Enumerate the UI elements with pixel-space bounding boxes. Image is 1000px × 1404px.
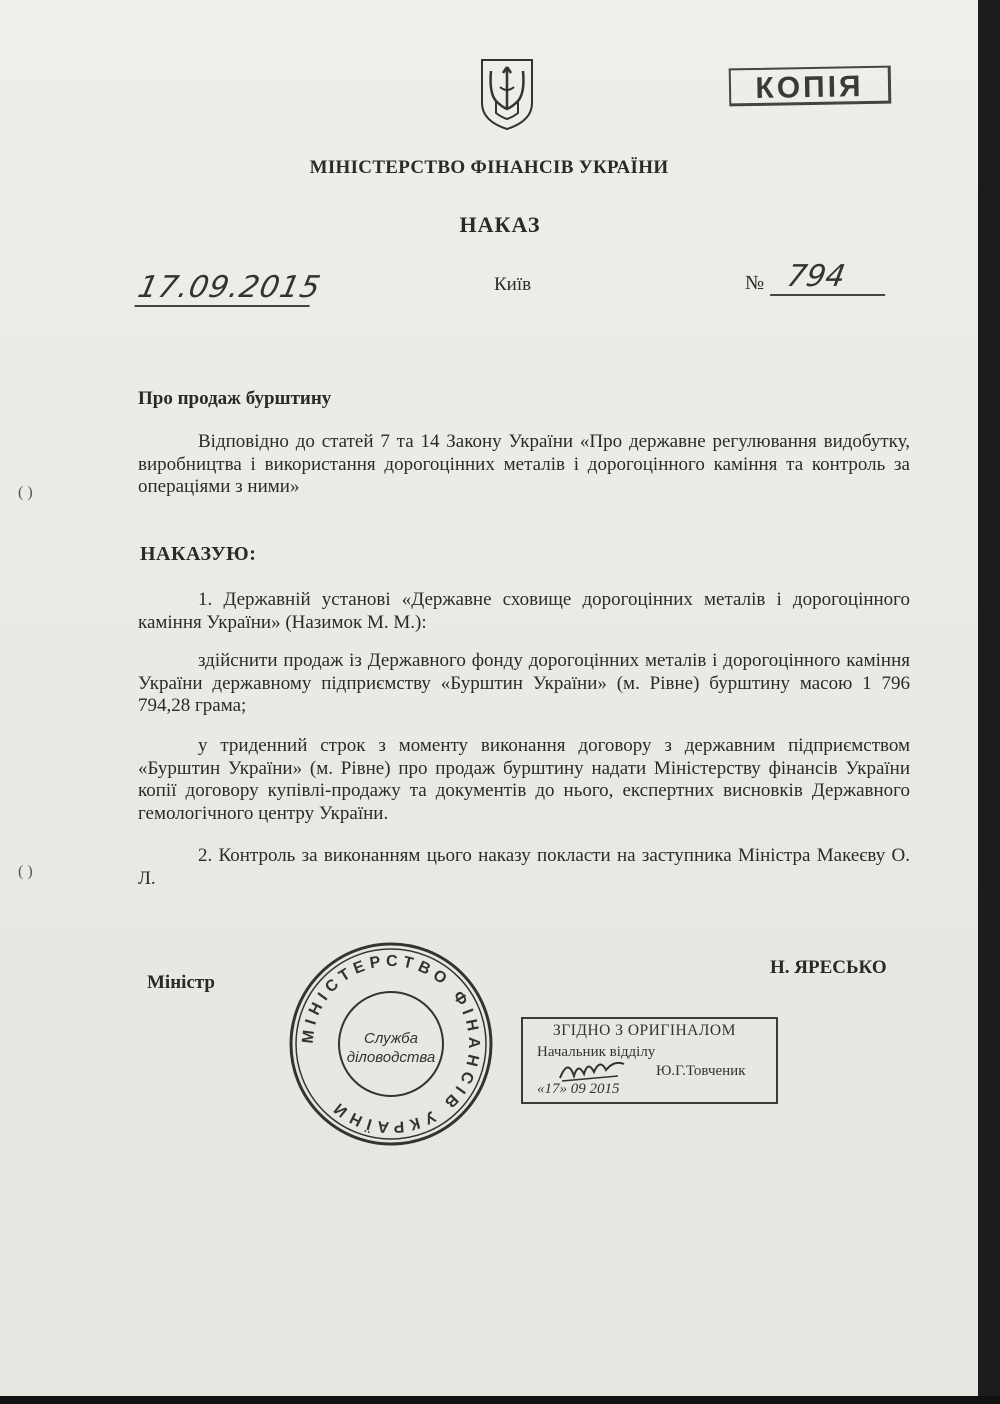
ministry-seal — [287, 940, 495, 1148]
seal-ring-text: МІНІСТЕРСТВО ФІНАНСІВ УКРАЇНИ — [299, 952, 483, 1136]
copy-stamp: КОПІЯ — [729, 66, 892, 107]
item-1-paragraph: 1. Державній установі «Державне сховище дорогоцінних металів і дорогоцінного каміння України» (Назимок М. М.): — [138, 589, 910, 633]
order-number-label: № — [745, 272, 765, 294]
certification-position: Начальник відділу — [537, 1044, 656, 1060]
item-1b-paragraph: у триденний строк з моменту виконання договору з державним підприємством «Бурштин України» (м. Рівне) про продаж бурштину надати Міністерству фінансів України копії договору купівлі-продажу та документів до нього, експертних висновків Державного гемологічного центру України. — [138, 735, 910, 824]
preamble-paragraph: Відповідно до статей 7 та 14 Закону України «Про державне регулювання видобутку, виробництва і використання дорогоцінних металів і дорогоцінного каміння та контроль за операціями з ними» — [138, 431, 910, 497]
margin-mark-lower: ( ) — [18, 863, 33, 880]
seal-center-line1: Служба — [364, 1030, 418, 1047]
minister-title: Міністр — [147, 972, 216, 993]
margin-mark-upper: ( ) — [18, 484, 33, 501]
order-number: 794 — [770, 262, 891, 296]
certification-title: ЗГІДНО З ОРИГІНАЛОМ — [553, 1022, 736, 1039]
order-city: Київ — [494, 274, 532, 295]
order-subject: Про продаж бурштину — [138, 388, 332, 409]
certification-date: «17» 09 2015 — [537, 1081, 620, 1097]
trident-emblem-icon — [478, 57, 536, 131]
certification-stamp — [521, 1017, 778, 1104]
document-type: НАКАЗ — [459, 212, 541, 237]
minister-name: Н. ЯРЕСЬКО — [770, 957, 887, 978]
scan-edge-right — [978, 0, 1000, 1404]
seal-center-line2: діловодства — [346, 1049, 436, 1066]
handwritten-signature-icon — [558, 1054, 628, 1084]
item-1a-paragraph: здійснити продаж із Державного фонду дорогоцінних металів і дорогоцінного каміння України державному підприємству «Бурштин України» (м. Рівне) бурштину масою 1 796 794,28 грама; — [138, 650, 910, 716]
order-date: 17.09.2015 — [134, 270, 325, 305]
ministry-title: МІНІСТЕРСТВО ФІНАНСІВ УКРАЇНИ — [309, 157, 669, 178]
scan-edge-bottom — [0, 1396, 1000, 1404]
item-2-paragraph: 2. Контроль за виконанням цього наказу покласти на заступника Міністра Макеєву О. Л. — [138, 845, 910, 889]
certification-name: Ю.Г.Товченик — [656, 1063, 746, 1079]
order-word: НАКАЗУЮ: — [140, 543, 257, 565]
